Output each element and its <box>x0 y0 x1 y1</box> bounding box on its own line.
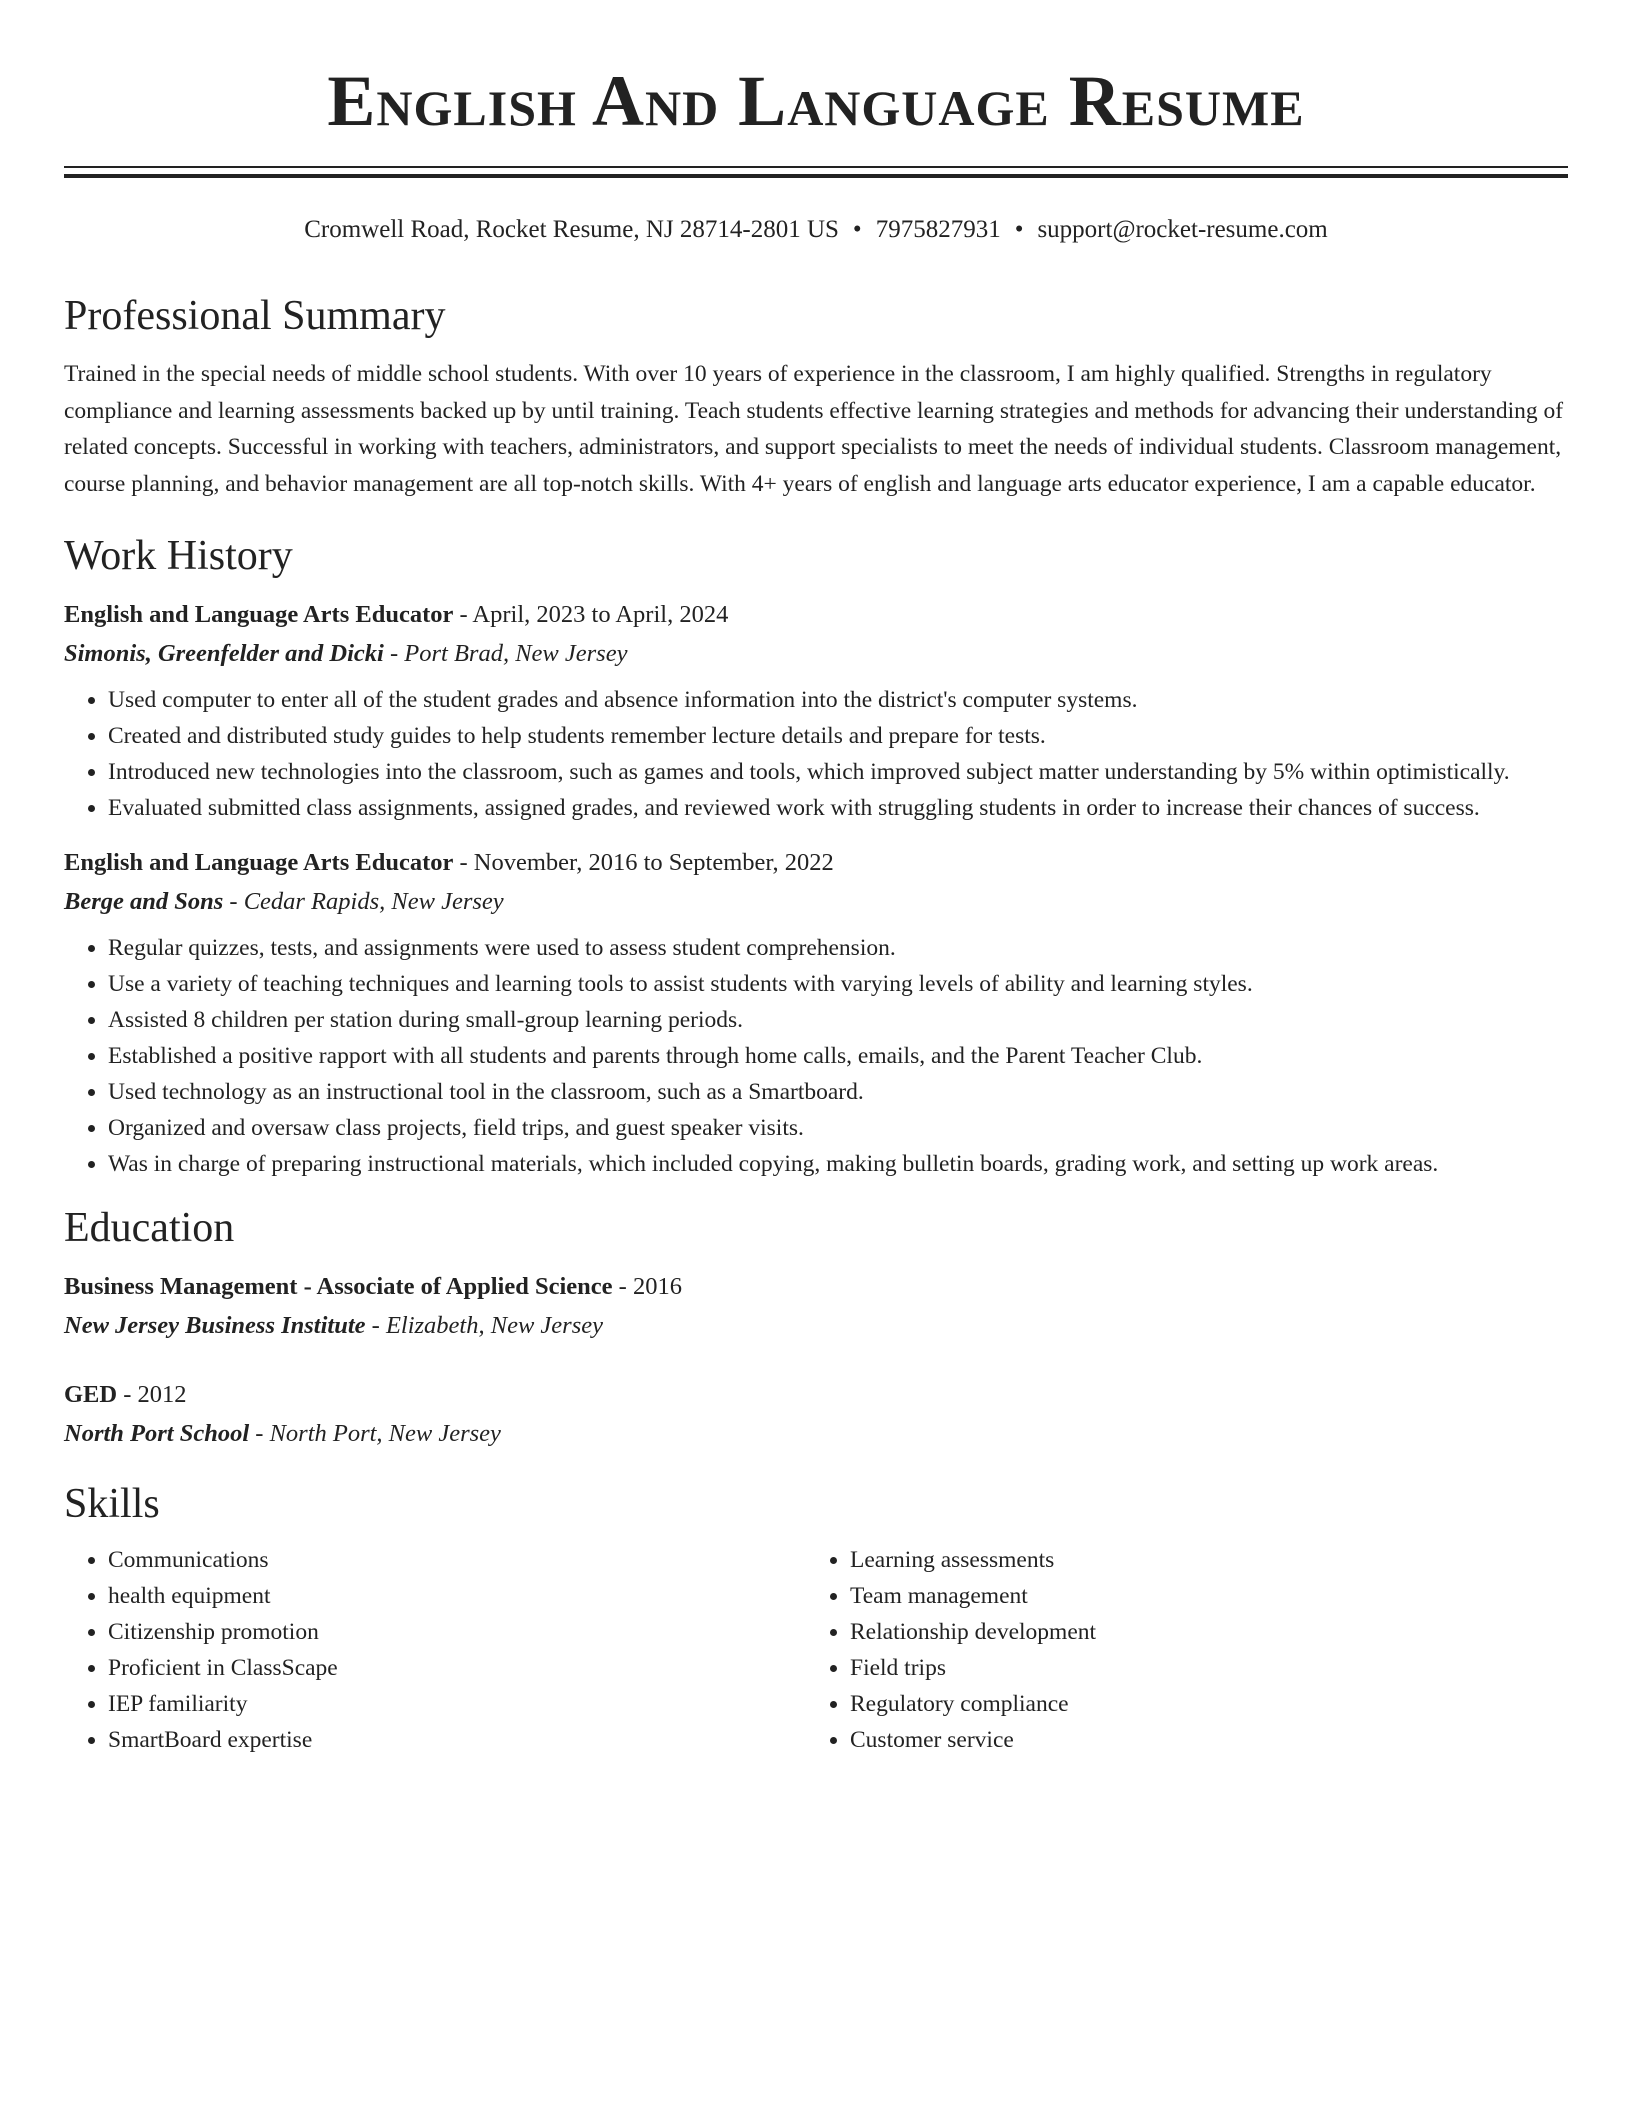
job-duties-list <box>64 682 1568 826</box>
skills-section <box>64 1478 1568 1758</box>
title-double-rule <box>64 166 1568 178</box>
skill-item: • Relationship development <box>850 1614 1548 1650</box>
job-duty: • Evaluated submitted class assignments, assigned grades, and reviewed work with struggling students in order to increase their chances of success. <box>108 790 1568 826</box>
job-duty: • Regular quizzes, tests, and assignments were used to assess student comprehension. <box>108 930 1568 966</box>
contact-line <box>64 214 1568 246</box>
skill-item: • Regulatory compliance <box>850 1686 1548 1722</box>
education-degree: Business Management - Associate of Applied Science <box>64 1273 613 1300</box>
summary-paragraph: Trained in the special needs of middle school students. With over 10 years of experience in the classroom, I am highly qualified. Strengths in regulatory compliance and learning assessments backed up by until training. Teach students effective learning strategies and methods for advancing their understanding of related concepts. Successful in working with teachers, administrators, and support specialists to meet the needs of individual students. Classroom management, course planning, and behavior management are all top-notch skills. With 4+ years of english and language arts educator experience, I am a capable educator. <box>64 361 1564 497</box>
education-degree: GED <box>64 1381 118 1408</box>
education-header <box>64 1268 1568 1306</box>
contact-address: Cromwell Road, Rocket Resume, NJ 28714-2801 US <box>304 216 839 243</box>
skills-column-right <box>806 1542 1548 1758</box>
education-header <box>64 1376 1568 1414</box>
skill-item: • Proficient in ClassScape <box>108 1650 806 1686</box>
education-school: New Jersey Business Institute <box>64 1312 366 1339</box>
job-duty: • Created and distributed study guides to help students remember lecture details and prepare for tests. <box>108 718 1568 754</box>
skill-item: • Customer service <box>850 1722 1548 1758</box>
skill-item: • SmartBoard expertise <box>108 1722 806 1758</box>
work-history-section <box>64 530 1568 1182</box>
job-dates: - November, 2016 to September, 2022 <box>453 849 834 876</box>
contact-separator: • <box>852 216 862 243</box>
education-entry <box>64 1268 1568 1346</box>
job-header <box>64 596 1568 634</box>
job-header <box>64 844 1568 882</box>
education-location: - Elizabeth, New Jersey <box>365 1312 603 1339</box>
job-location: - Port Brad, New Jersey <box>383 640 628 667</box>
contact-phone: 7975827931 <box>875 216 1001 243</box>
education-school: North Port School <box>64 1420 250 1447</box>
job-employer <box>64 634 1568 674</box>
job-duty: • Introduced new technologies into the classroom, such as games and tools, which improved subject matter understanding by 5% within optimistically. <box>108 754 1568 790</box>
skill-item: • Field trips <box>850 1650 1548 1686</box>
job-duties-list <box>64 930 1568 1182</box>
job-entry <box>64 596 1568 826</box>
section-heading-skills: Skills <box>64 1481 160 1527</box>
skill-item: • Communications <box>108 1542 806 1578</box>
job-title: English and Language Arts Educator <box>64 849 454 876</box>
job-duty: • Organized and oversaw class projects, field trips, and guest speaker visits. <box>108 1110 1568 1146</box>
job-company: Berge and Sons <box>64 888 224 915</box>
job-dates: - April, 2023 to April, 2024 <box>453 601 729 628</box>
section-heading-summary: Professional Summary <box>64 293 446 339</box>
section-heading-education: Education <box>64 1205 235 1251</box>
skills-grid <box>64 1542 1568 1758</box>
education-location: - North Port, New Jersey <box>249 1420 501 1447</box>
skills-column-left <box>64 1542 806 1758</box>
resume-page <box>64 0 1568 1758</box>
job-employer <box>64 882 1568 922</box>
skills-list <box>806 1542 1548 1758</box>
education-school-line <box>64 1306 1568 1346</box>
education-year: - 2012 <box>117 1381 187 1408</box>
job-duty: • Used computer to enter all of the student grades and absence information into the district's computer systems. <box>108 682 1568 718</box>
education-entry <box>64 1376 1568 1454</box>
skills-list <box>64 1542 806 1758</box>
education-year: - 2016 <box>612 1273 682 1300</box>
job-company: Simonis, Greenfelder and Dicki <box>64 640 384 667</box>
education-school-line <box>64 1414 1568 1454</box>
skill-item: • Citizenship promotion <box>108 1614 806 1650</box>
section-heading-work: Work History <box>64 533 293 579</box>
resume-title: English And Language Resume <box>327 61 1305 141</box>
job-title: English and Language Arts Educator <box>64 601 454 628</box>
education-section <box>64 1202 1568 1454</box>
job-duty: • Established a positive rapport with all students and parents through home calls, emails, and the Parent Teacher Club. <box>108 1038 1568 1074</box>
job-duty: • Used technology as an instructional tool in the classroom, such as a Smartboard. <box>108 1074 1568 1110</box>
job-entry <box>64 844 1568 1182</box>
contact-separator: • <box>1014 216 1024 243</box>
job-location: - Cedar Rapids, New Jersey <box>223 888 504 915</box>
skill-item: • Learning assessments <box>850 1542 1548 1578</box>
job-duty: • Use a variety of teaching techniques and learning tools to assist students with varying levels of ability and learning styles. <box>108 966 1568 1002</box>
job-duty: • Was in charge of preparing instructional materials, which included copying, making bulletin boards, grading work, and setting up work areas. <box>108 1146 1568 1182</box>
skill-item: • Team management <box>850 1578 1548 1614</box>
contact-email: support@rocket-resume.com <box>1037 216 1328 243</box>
skill-item: • IEP familiarity <box>108 1686 806 1722</box>
skill-item: • health equipment <box>108 1578 806 1614</box>
professional-summary-section <box>64 290 1568 502</box>
job-duty: • Assisted 8 children per station during small-group learning periods. <box>108 1002 1568 1038</box>
